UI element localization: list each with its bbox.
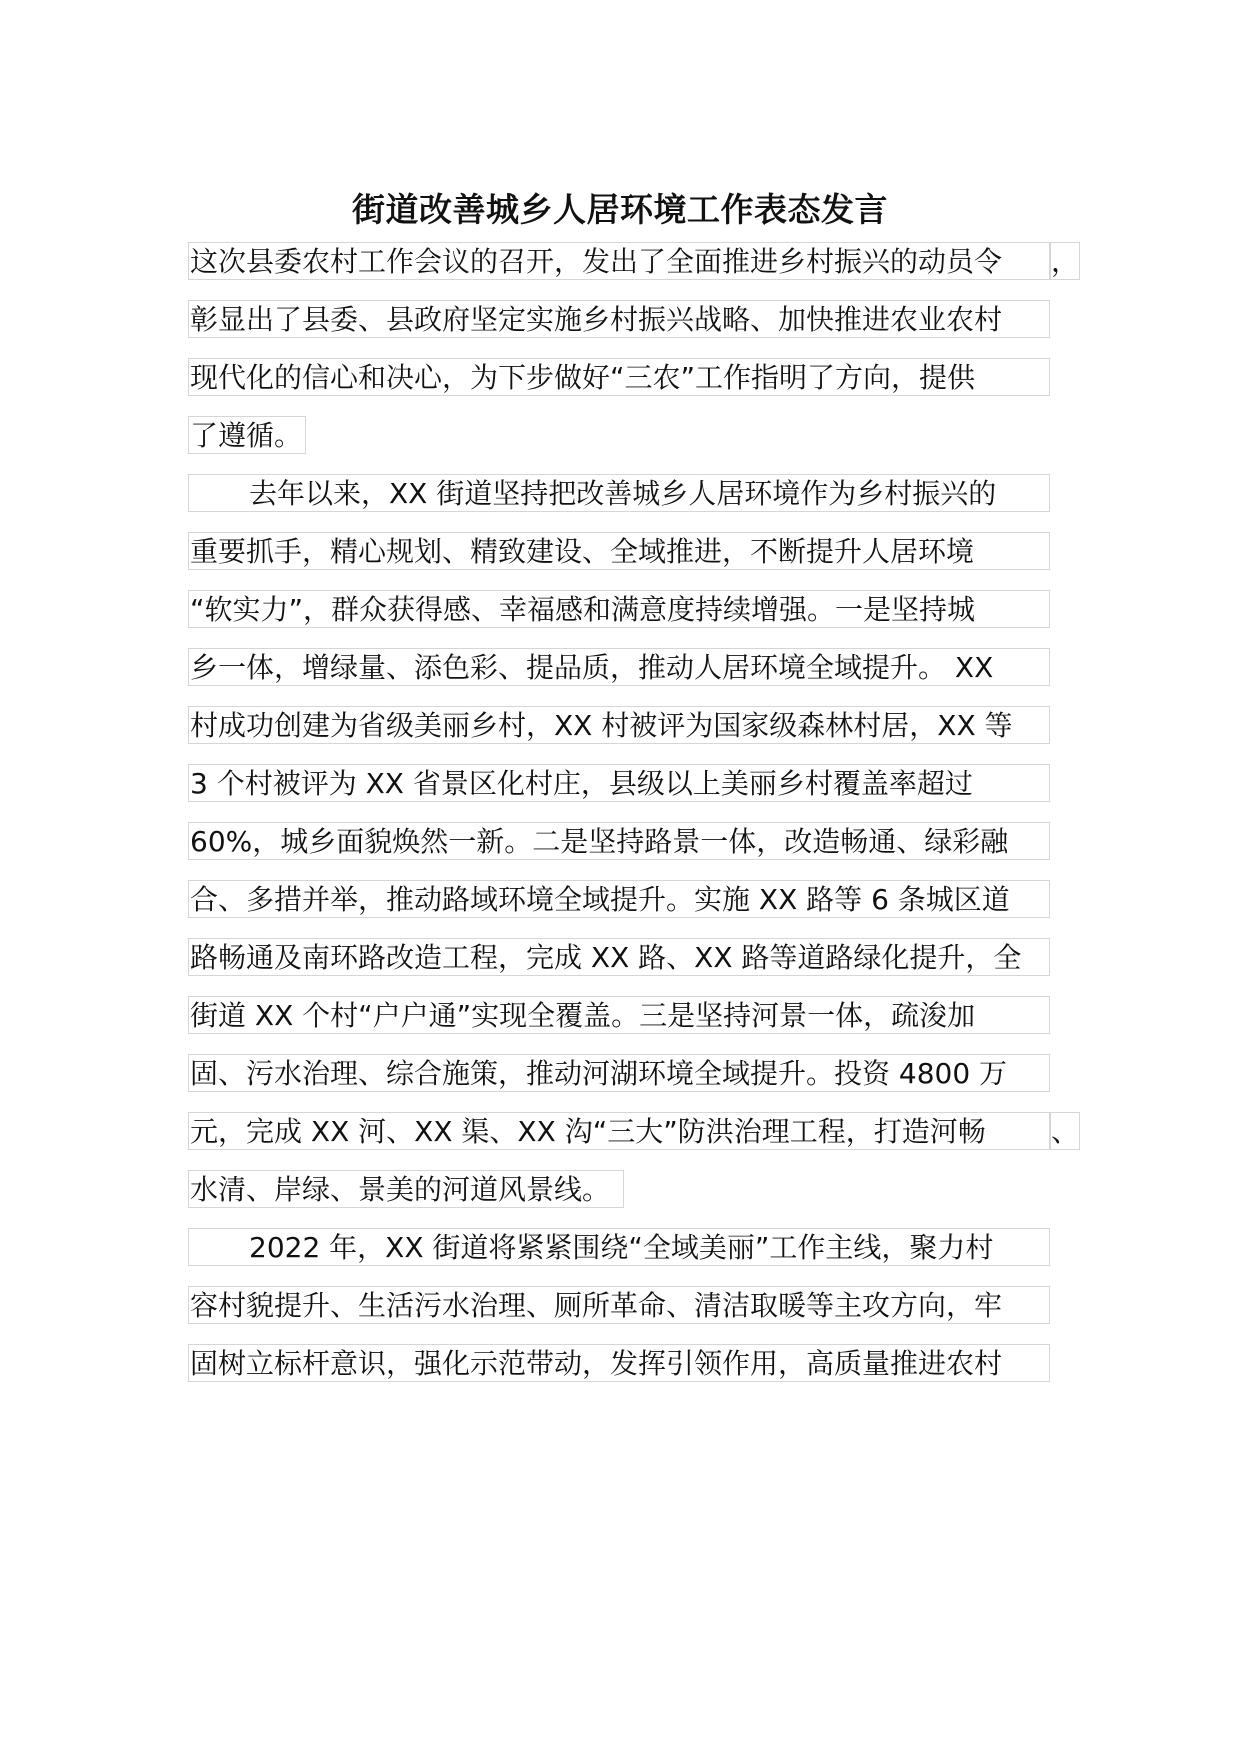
text-line: 街道 XX 个村“户户通”实现全覆盖。三是坚持河景一体，疏浚加 (188, 996, 1050, 1034)
text-line: 路畅通及南环路改造工程，完成 XX 路、XX 路等道路绿化提升，全 (188, 938, 1050, 976)
text-line: 容村貌提升、生活污水治理、厕所革命、清洁取暖等主攻方向，牢 (188, 1286, 1050, 1324)
overflow-mark: ， (1050, 242, 1080, 280)
text-line: 村成功创建为省级美丽乡村，XX 村被评为国家级森林村居，XX 等 (188, 706, 1050, 744)
text-line: 3 个村被评为 XX 省景区化村庄，县级以上美丽乡村覆盖率超过 (188, 764, 1050, 802)
text-line: 2022 年，XX 街道将紧紧围绕“全域美丽”工作主线，聚力村 (188, 1228, 1050, 1266)
document-title: 街道改善城乡人居环境工作表态发言 (352, 190, 888, 229)
text-line: 固树立标杆意识，强化示范带动，发挥引领作用，高质量推进农村 (188, 1344, 1050, 1382)
text-line: “软实力”，群众获得感、幸福感和满意度持续增强。一是坚持城 (188, 590, 1050, 628)
text-line: 合、多措并举，推动路域环境全域提升。实施 XX 路等 6 条城区道 (188, 880, 1050, 918)
text-line: 现代化的信心和决心，为下步做好“三农”工作指明了方向，提供 (188, 358, 1050, 396)
text-line: 60%，城乡面貌焕然一新。二是坚持路景一体，改造畅通、绿彩融 (188, 822, 1050, 860)
text-line: 彰显出了县委、县政府坚定实施乡村振兴战略、加快推进农业农村 (188, 300, 1050, 338)
text-line: 这次县委农村工作会议的召开，发出了全面推进乡村振兴的动员令 (188, 242, 1050, 280)
text-line: 水清、岸绿、景美的河道风景线。 (188, 1170, 624, 1208)
text-line: 重要抓手，精心规划、精致建设、全域推进，不断提升人居环境 (188, 532, 1050, 570)
text-line: 了遵循。 (188, 416, 306, 454)
overflow-mark: 、 (1050, 1112, 1080, 1150)
text-line: 固、污水治理、综合施策，推动河湖环境全域提升。投资 4800 万 (188, 1054, 1050, 1092)
text-line: 去年以来，XX 街道坚持把改善城乡人居环境作为乡村振兴的 (188, 474, 1050, 512)
text-line: 元，完成 XX 河、XX 渠、XX 沟“三大”防洪治理工程，打造河畅 (188, 1112, 1050, 1150)
text-line: 乡一体，增绿量、添色彩、提品质，推动人居环境全域提升。 XX (188, 648, 1050, 686)
